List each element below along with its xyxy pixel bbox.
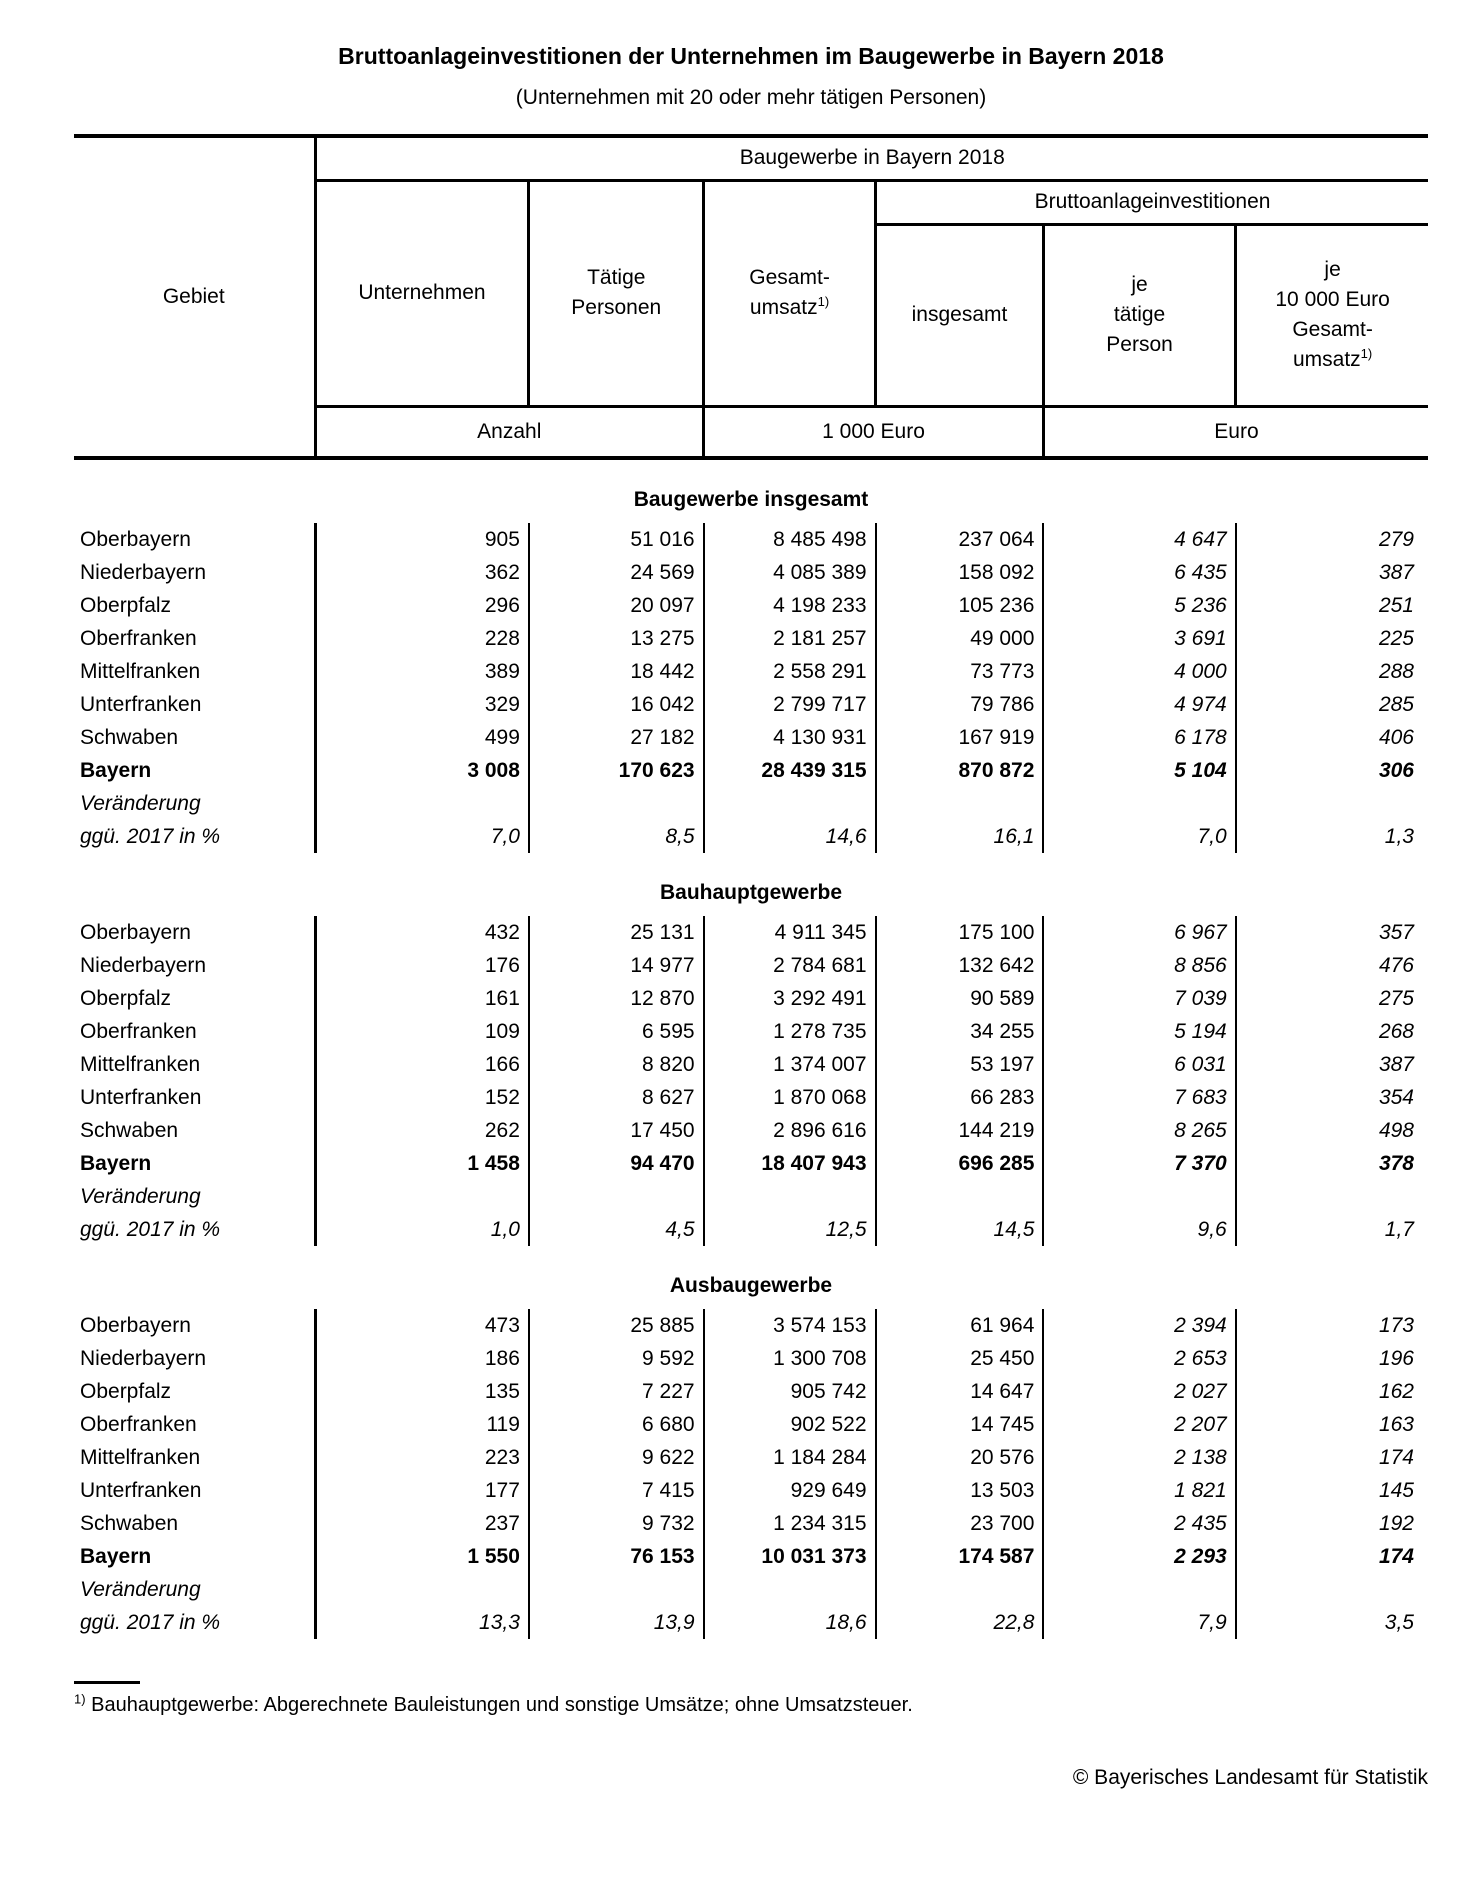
change-value-cell: 12,5: [704, 1180, 876, 1246]
region-label: Oberpfalz: [74, 589, 315, 622]
unit-header-euro: Euro: [1043, 406, 1428, 458]
value-cell: 354: [1378, 1086, 1414, 1109]
section-title-row: [74, 458, 1428, 523]
value-cell: 905: [315, 523, 529, 556]
value-cell: 406: [1378, 726, 1414, 749]
value-cell: 53 197: [876, 1048, 1044, 1081]
value-cell: 2 558 291: [704, 655, 876, 688]
region-label: Niederbayern: [74, 949, 315, 982]
value-cell: 9 732: [529, 1507, 704, 1540]
value-cell: 105 236: [876, 589, 1044, 622]
value-cell: 378: [1378, 1152, 1414, 1175]
value-cell: 79 786: [876, 688, 1044, 721]
change-value-cell: 7,0: [1043, 787, 1235, 853]
change-value-cell: 16,1: [876, 787, 1044, 853]
value-cell: 4 085 389: [704, 556, 876, 589]
table-row: [74, 949, 1428, 982]
footnote-ref: 1): [1360, 346, 1373, 361]
region-label: Bayern: [74, 1147, 315, 1180]
value-cell: 2 138: [1043, 1441, 1235, 1474]
table-row: [74, 523, 1428, 556]
value-cell: 1 550: [315, 1540, 529, 1573]
value-cell: 8 265: [1043, 1114, 1235, 1147]
change-value-cell: 1,7: [1384, 1218, 1414, 1241]
value-cell: 4 911 345: [704, 916, 876, 949]
value-cell: 17 450: [529, 1114, 704, 1147]
change-value-cell: 3,5: [1384, 1611, 1414, 1634]
value-cell: 228: [315, 622, 529, 655]
table-row: [74, 1309, 1428, 1342]
region-label: Oberpfalz: [74, 1375, 315, 1408]
value-cell: 2 027: [1043, 1375, 1235, 1408]
unit-header-1000-euro: 1 000 Euro: [704, 406, 1044, 458]
value-cell: 362: [315, 556, 529, 589]
col-header-insgesamt: insgesamt: [876, 224, 1044, 406]
value-cell: 5 236: [1043, 589, 1235, 622]
value-cell: 4 130 931: [704, 721, 876, 754]
col-header-brutto-span: Bruttoanlageinvestitionen: [876, 180, 1428, 224]
value-cell: 7 370: [1043, 1147, 1235, 1180]
value-cell: 14 647: [876, 1375, 1044, 1408]
col-header-taetige-personen: [529, 180, 704, 406]
header-line: 10 000 Euro: [1275, 288, 1390, 311]
table-row: [74, 556, 1428, 589]
value-cell: 196: [1378, 1347, 1414, 1370]
value-cell: 1 821: [1043, 1474, 1235, 1507]
value-cell: 174 587: [876, 1540, 1044, 1573]
value-cell: 275: [1378, 987, 1414, 1010]
region-label: Bayern: [74, 754, 315, 787]
table-row: [74, 754, 1428, 787]
value-cell: 3 574 153: [704, 1309, 876, 1342]
region-label: Mittelfranken: [74, 655, 315, 688]
change-value-cell: 14,5: [876, 1180, 1044, 1246]
value-cell: 132 642: [876, 949, 1044, 982]
header-line: Person: [1106, 333, 1173, 356]
change-value-cell: 9,6: [1043, 1180, 1235, 1246]
change-value-cell: 4,5: [529, 1180, 704, 1246]
value-cell: 6 595: [529, 1015, 704, 1048]
value-cell: 9 622: [529, 1441, 704, 1474]
col-header-gesamtumsatz: [704, 180, 876, 406]
change-label-line: Veränderung: [80, 1185, 201, 1208]
value-cell: 6 967: [1043, 916, 1235, 949]
header-line: je: [1131, 273, 1148, 296]
value-cell: 3 292 491: [704, 982, 876, 1015]
change-label: [74, 787, 315, 853]
value-cell: 166: [315, 1048, 529, 1081]
change-row: [74, 1180, 1428, 1246]
value-cell: 20 576: [876, 1441, 1044, 1474]
value-cell: 176: [315, 949, 529, 982]
header-line: tätige: [1113, 303, 1166, 326]
value-cell: 696 285: [876, 1147, 1044, 1180]
section-title: Baugewerbe insgesamt: [633, 488, 869, 511]
footnote: [74, 1692, 1428, 1718]
table-header: [74, 136, 1428, 458]
region-label: Niederbayern: [74, 556, 315, 589]
value-cell: 389: [315, 655, 529, 688]
value-cell: 296: [315, 589, 529, 622]
change-value-cell: 8,5: [529, 787, 704, 853]
unit-header-anzahl: Anzahl: [315, 406, 704, 458]
value-cell: 1 300 708: [704, 1342, 876, 1375]
value-cell: 27 182: [529, 721, 704, 754]
page-subtitle: (Unternehmen mit 20 oder mehr tätigen Personen): [515, 86, 987, 109]
value-cell: 237: [315, 1507, 529, 1540]
change-label-line: ggü. 2017 in %: [80, 1611, 221, 1634]
value-cell: 6 435: [1043, 556, 1235, 589]
change-label: [74, 1573, 315, 1639]
value-cell: 4 198 233: [704, 589, 876, 622]
table-row: [74, 721, 1428, 754]
col-header-gebiet: Gebiet: [74, 136, 315, 458]
value-cell: 905 742: [704, 1375, 876, 1408]
value-cell: 498: [1378, 1119, 1414, 1142]
value-cell: 929 649: [704, 1474, 876, 1507]
table-row: [74, 1015, 1428, 1048]
value-cell: 473: [315, 1309, 529, 1342]
page-title: Bruttoanlageinvestitionen der Unternehmen im Baugewerbe in Bayern 2018: [338, 43, 1164, 69]
table-row: [74, 1114, 1428, 1147]
value-cell: 7 415: [529, 1474, 704, 1507]
value-cell: 34 255: [876, 1015, 1044, 1048]
value-cell: 10 031 373: [704, 1540, 876, 1573]
table-row: [74, 1474, 1428, 1507]
footnote-ref: 1): [817, 294, 830, 309]
change-value-cell: 13,3: [315, 1573, 529, 1639]
value-cell: 4 647: [1043, 523, 1235, 556]
value-cell: 237 064: [876, 523, 1044, 556]
value-cell: 170 623: [529, 754, 704, 787]
table-row: [74, 1441, 1428, 1474]
value-cell: 2 293: [1043, 1540, 1235, 1573]
value-cell: 2 799 717: [704, 688, 876, 721]
header-line: Tätige: [587, 266, 646, 289]
value-cell: 144 219: [876, 1114, 1044, 1147]
copyright-notice: © Bayerisches Landesamt für Statistik: [1072, 1766, 1428, 1789]
region-label: Niederbayern: [74, 1342, 315, 1375]
value-cell: 18 442: [529, 655, 704, 688]
table-row: [74, 622, 1428, 655]
value-cell: 109: [315, 1015, 529, 1048]
col-header-je-taetige-person: [1043, 224, 1235, 406]
col-header-unternehmen: Unternehmen: [315, 180, 529, 406]
value-cell: 7 039: [1043, 982, 1235, 1015]
value-cell: 174: [1378, 1545, 1414, 1568]
change-label: [74, 1180, 315, 1246]
value-cell: 387: [1378, 1053, 1414, 1076]
value-cell: 8 856: [1043, 949, 1235, 982]
region-label: Unterfranken: [74, 688, 315, 721]
value-cell: 12 870: [529, 982, 704, 1015]
table-row: [74, 655, 1428, 688]
value-cell: 279: [1378, 528, 1414, 551]
value-cell: 870 872: [876, 754, 1044, 787]
value-cell: 158 092: [876, 556, 1044, 589]
value-cell: 13 275: [529, 622, 704, 655]
footnote-text: Bauhauptgewerbe: Abgerechnete Bauleistungen und sonstige Umsätze; ohne Umsatzsteuer.: [91, 1694, 913, 1716]
value-cell: 24 569: [529, 556, 704, 589]
value-cell: 49 000: [876, 622, 1044, 655]
value-cell: 2 653: [1043, 1342, 1235, 1375]
value-cell: 387: [1378, 561, 1414, 584]
value-cell: 6 178: [1043, 721, 1235, 754]
table-row: [74, 1081, 1428, 1114]
value-cell: 3 691: [1043, 622, 1235, 655]
value-cell: 174: [1378, 1446, 1414, 1469]
header-line: Gesamt-: [749, 266, 830, 289]
section-title-row: [74, 1246, 1428, 1309]
region-label: Mittelfranken: [74, 1048, 315, 1081]
table-row: [74, 1375, 1428, 1408]
section-title: Bauhauptgewerbe: [659, 881, 843, 904]
value-cell: 152: [315, 1081, 529, 1114]
region-label: Schwaben: [74, 1114, 315, 1147]
table-row: [74, 589, 1428, 622]
value-cell: 186: [315, 1342, 529, 1375]
region-label: Mittelfranken: [74, 1441, 315, 1474]
value-cell: 51 016: [529, 523, 704, 556]
value-cell: 25 885: [529, 1309, 704, 1342]
statistics-table: [74, 134, 1428, 1639]
table-row: [74, 1408, 1428, 1441]
value-cell: 4 974: [1043, 688, 1235, 721]
region-label: Oberfranken: [74, 622, 315, 655]
value-cell: 6 031: [1043, 1048, 1235, 1081]
value-cell: 25 450: [876, 1342, 1044, 1375]
value-cell: 76 153: [529, 1540, 704, 1573]
region-label: Oberfranken: [74, 1408, 315, 1441]
value-cell: 476: [1378, 954, 1414, 977]
region-label: Unterfranken: [74, 1081, 315, 1114]
value-cell: 2 896 616: [704, 1114, 876, 1147]
region-label: Unterfranken: [74, 1474, 315, 1507]
value-cell: 163: [1378, 1413, 1414, 1436]
change-value-cell: 1,3: [1384, 825, 1414, 848]
table-body: [74, 458, 1428, 1639]
value-cell: 66 283: [876, 1081, 1044, 1114]
value-cell: 432: [315, 916, 529, 949]
value-cell: 6 680: [529, 1408, 704, 1441]
change-label-line: ggü. 2017 in %: [80, 825, 221, 848]
value-cell: 306: [1378, 759, 1414, 782]
value-cell: 73 773: [876, 655, 1044, 688]
value-cell: 5 104: [1043, 754, 1235, 787]
value-cell: 177: [315, 1474, 529, 1507]
value-cell: 7 683: [1043, 1081, 1235, 1114]
value-cell: 28 439 315: [704, 754, 876, 787]
value-cell: 13 503: [876, 1474, 1044, 1507]
value-cell: 499: [315, 721, 529, 754]
header-line: umsatz: [1292, 348, 1361, 371]
header-line: umsatz: [749, 296, 818, 319]
value-cell: 94 470: [529, 1147, 704, 1180]
change-value-cell: 1,0: [315, 1180, 529, 1246]
section-title: Ausbaugewerbe: [669, 1274, 833, 1297]
value-cell: 1 374 007: [704, 1048, 876, 1081]
value-cell: 225: [1378, 627, 1414, 650]
region-label: Oberbayern: [74, 523, 315, 556]
region-label: Schwaben: [74, 1507, 315, 1540]
table-row: [74, 916, 1428, 949]
table-row: [74, 982, 1428, 1015]
change-value-cell: 7,9: [1043, 1573, 1235, 1639]
value-cell: 2 394: [1043, 1309, 1235, 1342]
value-cell: 175 100: [876, 916, 1044, 949]
value-cell: 25 131: [529, 916, 704, 949]
change-label-line: ggü. 2017 in %: [80, 1218, 221, 1241]
change-value-cell: 22,8: [876, 1573, 1044, 1639]
table-row: [74, 1048, 1428, 1081]
col-header-baugewerbe-span: Baugewerbe in Bayern 2018: [315, 136, 1428, 180]
value-cell: 2 435: [1043, 1507, 1235, 1540]
value-cell: 8 485 498: [704, 523, 876, 556]
value-cell: 329: [315, 688, 529, 721]
value-cell: 161: [315, 982, 529, 1015]
change-row: [74, 1573, 1428, 1639]
value-cell: 2 207: [1043, 1408, 1235, 1441]
value-cell: 1 278 735: [704, 1015, 876, 1048]
value-cell: 268: [1378, 1020, 1414, 1043]
value-cell: 5 194: [1043, 1015, 1235, 1048]
region-label: Oberfranken: [74, 1015, 315, 1048]
change-value-cell: 13,9: [529, 1573, 704, 1639]
value-cell: 3 008: [315, 754, 529, 787]
value-cell: 1 870 068: [704, 1081, 876, 1114]
table-row: [74, 1342, 1428, 1375]
header-line: Gesamt-: [1292, 318, 1373, 341]
change-row: [74, 787, 1428, 853]
section-title-row: [74, 853, 1428, 916]
value-cell: 7 227: [529, 1375, 704, 1408]
region-label: Bayern: [74, 1540, 315, 1573]
value-cell: 162: [1378, 1380, 1414, 1403]
header-line: Personen: [571, 296, 662, 319]
table-row: [74, 1507, 1428, 1540]
value-cell: 119: [315, 1408, 529, 1441]
value-cell: 2 181 257: [704, 622, 876, 655]
value-cell: 14 745: [876, 1408, 1044, 1441]
header-line: je: [1324, 258, 1341, 281]
value-cell: 23 700: [876, 1507, 1044, 1540]
region-label: Oberbayern: [74, 1309, 315, 1342]
change-value-cell: 14,6: [704, 787, 876, 853]
value-cell: 1 458: [315, 1147, 529, 1180]
table-row: [74, 688, 1428, 721]
value-cell: 192: [1378, 1512, 1414, 1535]
change-value-cell: 7,0: [315, 787, 529, 853]
footnote-divider: [74, 1681, 140, 1684]
value-cell: 173: [1378, 1314, 1414, 1337]
value-cell: 16 042: [529, 688, 704, 721]
value-cell: 8 820: [529, 1048, 704, 1081]
change-label-line: Veränderung: [80, 1578, 201, 1601]
value-cell: 1 184 284: [704, 1441, 876, 1474]
table-row: [74, 1540, 1428, 1573]
value-cell: 902 522: [704, 1408, 876, 1441]
value-cell: 14 977: [529, 949, 704, 982]
value-cell: 167 919: [876, 721, 1044, 754]
value-cell: 2 784 681: [704, 949, 876, 982]
region-label: Oberpfalz: [74, 982, 315, 1015]
region-label: Schwaben: [74, 721, 315, 754]
value-cell: 18 407 943: [704, 1147, 876, 1180]
value-cell: 251: [1378, 594, 1414, 617]
change-label-line: Veränderung: [80, 792, 201, 815]
value-cell: 262: [315, 1114, 529, 1147]
value-cell: 1 234 315: [704, 1507, 876, 1540]
value-cell: 61 964: [876, 1309, 1044, 1342]
region-label: Oberbayern: [74, 916, 315, 949]
value-cell: 90 589: [876, 982, 1044, 1015]
table-row: [74, 1147, 1428, 1180]
value-cell: 20 097: [529, 589, 704, 622]
footnote-marker: 1): [74, 1691, 86, 1707]
value-cell: 357: [1378, 921, 1414, 944]
value-cell: 223: [315, 1441, 529, 1474]
value-cell: 288: [1378, 660, 1414, 683]
value-cell: 4 000: [1043, 655, 1235, 688]
value-cell: 135: [315, 1375, 529, 1408]
value-cell: 9 592: [529, 1342, 704, 1375]
value-cell: 145: [1378, 1479, 1414, 1502]
col-header-je-10000-euro: [1236, 224, 1428, 406]
value-cell: 8 627: [529, 1081, 704, 1114]
value-cell: 285: [1378, 693, 1414, 716]
change-value-cell: 18,6: [704, 1573, 876, 1639]
